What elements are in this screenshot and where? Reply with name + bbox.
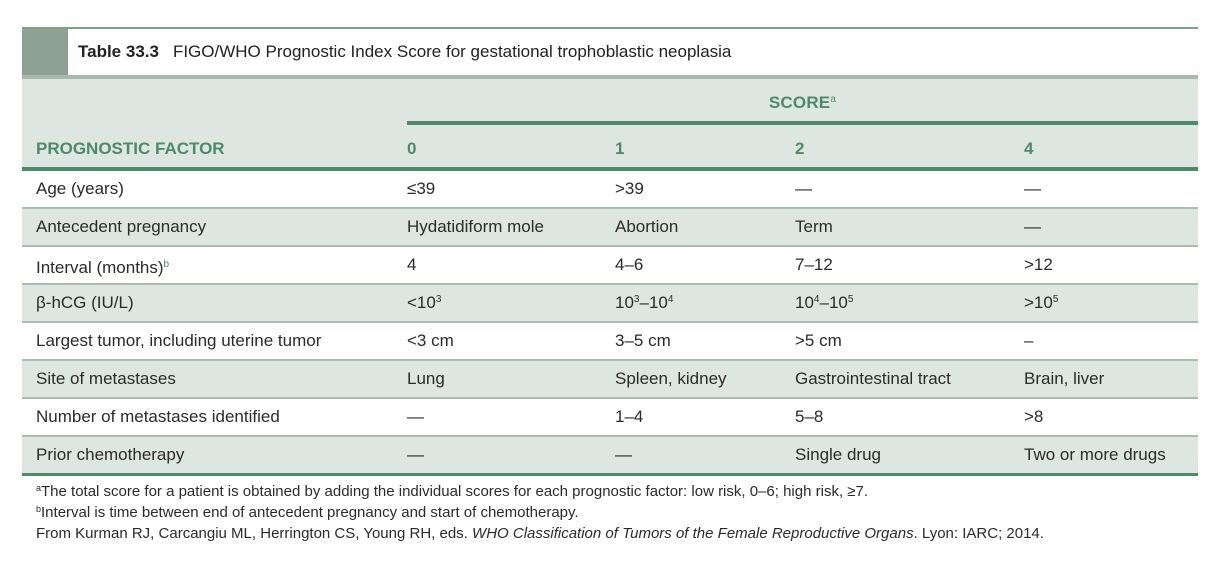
score-col-1: 1 — [615, 139, 625, 158]
score-1-cell: 4–6 — [615, 255, 644, 274]
score-col-2: 2 — [795, 139, 805, 158]
score-rule — [407, 121, 1198, 125]
table-title: FIGO/WHO Prognostic Index Score for gestational trophoblastic neoplasia — [172, 42, 732, 61]
score-4-cell: — — [1024, 217, 1041, 236]
footnote-a: $^a$The total score for a patient is obtained by adding the individual scores for each prognostic factor: low risk, 0–6; high risk, ≥7. — [36, 483, 869, 500]
score-4-cell: – — [1024, 331, 1034, 350]
score-1-cell: >39 — [615, 179, 644, 198]
table-row — [22, 323, 1198, 361]
table-row — [22, 247, 1198, 285]
score-1-cell: $10^3-10^4$ — [615, 293, 674, 312]
score-col-4: 4 — [1024, 139, 1034, 158]
score-1-cell: 1–4 — [615, 407, 644, 426]
source-citation: From Kurman RJ, Carcangiu ML, Herrington CS, Young RH, eds. WHO Classification of Tumors of the Female Reproductive Organs. Lyon: IARC; 2014. — [36, 525, 1044, 542]
table-row — [22, 437, 1198, 476]
factor-cell: Interval (months)$^b$ — [36, 258, 170, 277]
table-footnotes — [36, 481, 1044, 544]
factor-cell: Antecedent pregnancy — [36, 217, 207, 236]
score-2-cell: >5 cm — [795, 331, 842, 350]
score-0-cell: <3 cm — [407, 331, 454, 350]
factor-cell: β-hCG (IU/L) — [36, 293, 134, 312]
score-2-cell: Term — [795, 217, 833, 236]
score-0-cell: — — [407, 445, 424, 464]
score-1-cell: — — [615, 445, 632, 464]
table-row — [22, 361, 1198, 399]
score-4-cell: Two or more drugs — [1024, 445, 1166, 464]
score-2-cell: — — [795, 179, 812, 198]
score-1-cell: Spleen, kidney — [615, 369, 727, 388]
source-title: WHO Classification of Tumors of the Female Reproductive Organs — [472, 525, 914, 542]
score-2-cell: Gastrointestinal tract — [795, 369, 951, 388]
footnote-marker: b — [163, 259, 170, 270]
table-header — [22, 79, 1198, 171]
table-container — [22, 27, 1198, 476]
table-caption — [22, 27, 1198, 79]
score-col-0: 0 — [407, 139, 417, 158]
table-row — [22, 399, 1198, 437]
score-header: SCORE$^a$ — [768, 93, 837, 112]
score-2-cell: 7–12 — [795, 255, 833, 274]
score-4-cell: $>10^5$ — [1024, 293, 1059, 312]
factor-cell: Prior chemotherapy — [36, 445, 185, 464]
score-4-cell: >12 — [1024, 255, 1053, 274]
factor-cell: Age (years) — [36, 179, 124, 198]
score-0-cell: $<10^3$ — [407, 293, 442, 312]
factor-cell: Largest tumor, including uterine tumor — [36, 331, 322, 350]
table-row — [22, 285, 1198, 323]
score-1-cell: 3–5 cm — [615, 331, 671, 350]
score-0-cell: 4 — [407, 255, 417, 274]
caption-swatch — [22, 29, 68, 75]
score-4-cell: — — [1024, 179, 1041, 198]
score-1-cell: Abortion — [615, 217, 679, 236]
score-0-cell: ≤39 — [407, 179, 436, 198]
table-number: Table 33.3 — [78, 42, 159, 61]
factor-cell: Site of metastases — [36, 369, 176, 388]
table-row — [22, 171, 1198, 209]
table-row — [22, 209, 1198, 247]
score-0-cell: Hydatidiform mole — [407, 217, 544, 236]
footnote-b: $^b$Interval is time between end of antecedent pregnancy and start of chemotherapy. — [36, 504, 579, 521]
score-0-cell: Lung — [407, 369, 445, 388]
score-2-cell: 5–8 — [795, 407, 824, 426]
score-0-cell: — — [407, 407, 424, 426]
score-2-cell: Single drug — [795, 445, 882, 464]
score-4-cell: >8 — [1024, 407, 1044, 426]
score-2-cell: $10^4-10^5$ — [795, 293, 854, 312]
factor-header: PROGNOSTIC FACTOR — [36, 139, 225, 158]
factor-cell: Number of metastases identified — [36, 407, 280, 426]
score-4-cell: Brain, liver — [1024, 369, 1105, 388]
